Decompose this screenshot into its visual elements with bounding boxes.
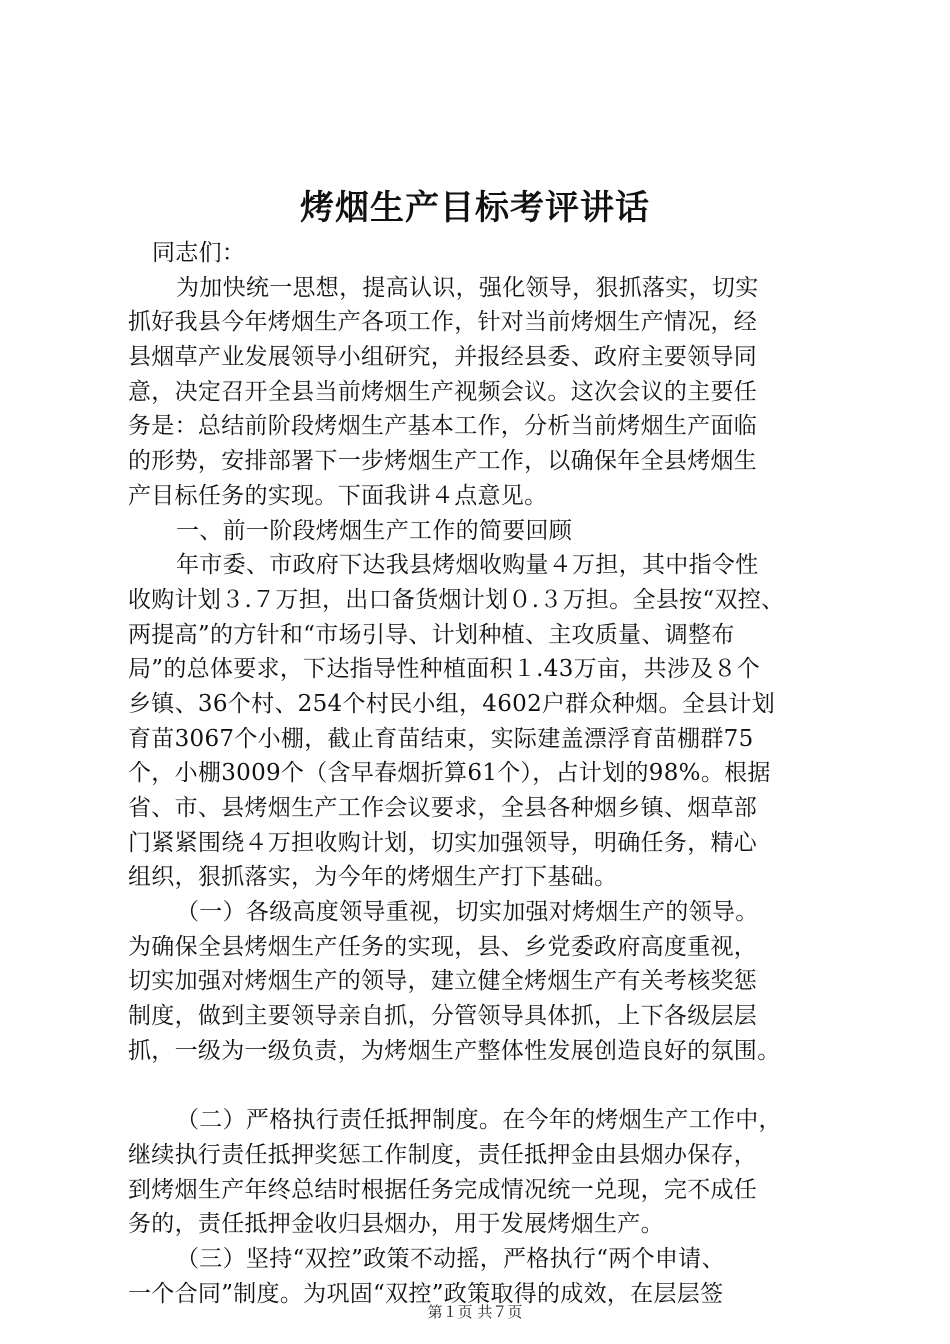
paragraph-line: 为确保全县烤烟生产任务的实现，县、乡党委政府高度重视， xyxy=(128,933,758,960)
section-heading: 一、前一阶段烤烟生产工作的简要回顾 xyxy=(176,517,573,544)
document-title: 烤烟生产目标考评讲话 xyxy=(300,188,650,228)
paragraph-line: 一个合同”制度。为巩固“双控”政策取得的成效，在层层签 xyxy=(128,1280,724,1307)
paragraph-line: 个，小棚3009个（含早春烟折算61个），占计划的98%。根据 xyxy=(128,760,771,787)
paragraph-line: 门紧紧围绕４万担收购计划，切实加强领导，明确任务，精心 xyxy=(128,829,758,856)
paragraph-line: 的形势，安排部署下一步烤烟生产工作，以确保年全县烤烟生 xyxy=(128,448,758,475)
page-number-footer: 第１页 共７页 xyxy=(427,1303,523,1321)
paragraph-line: 务的，责任抵押金收归县烟办，用于发展烤烟生产。 xyxy=(128,1211,664,1238)
paragraph-line: 收购计划３.７万担，出口备货烟计划０.３万担。全县按“双控、 xyxy=(128,586,785,613)
paragraph-line: 务是：总结前阶段烤烟生产基本工作，分析当前烤烟生产面临 xyxy=(128,413,758,440)
paragraph-line: 局”的总体要求，下达指导性种植面积１.43万亩，共涉及８个 xyxy=(128,656,761,683)
document-body xyxy=(128,236,848,1311)
paragraph-line: 产目标任务的实现。下面我讲４点意见。 xyxy=(128,482,548,509)
paragraph-line: 年市委、市政府下达我县烤烟收购量４万担，其中指令性 xyxy=(176,552,759,579)
paragraph-line: 为加快统一思想，提高认识，强化领导，狠抓落实，切实 xyxy=(176,274,759,301)
paragraph-line: 乡镇、36个村、254个村民小组，4602户群众种烟。全县计划 xyxy=(128,690,775,717)
paragraph-line: 育苗3067个小棚，截止育苗结束，实际建盖漂浮育苗棚群75 xyxy=(128,725,754,752)
paragraph-gap xyxy=(128,1069,848,1104)
paragraph-line: 抓，一级为一级负责，为烤烟生产整体性发展创造良好的氛围。 xyxy=(128,1037,781,1064)
subsection-heading: （三）坚持“双控”政策不动摇，严格执行“两个申请、 xyxy=(176,1245,725,1272)
paragraph-line: 抓好我县今年烤烟生产各项工作，针对当前烤烟生产情况，经 xyxy=(128,309,758,336)
paragraph-line: 意，决定召开全县当前烤烟生产视频会议。这次会议的主要任 xyxy=(128,378,758,405)
paragraph-line: 组织，狠抓落实，为今年的烤烟生产打下基础。 xyxy=(128,864,618,891)
paragraph-line: 省、市、县烤烟生产工作会议要求，全县各种烟乡镇、烟草部 xyxy=(128,795,758,821)
subsection-heading: （二）严格执行责任抵押制度。在今年的烤烟生产工作中， xyxy=(176,1107,782,1134)
salutation: 同志们： xyxy=(152,240,246,266)
subsection-heading: （一）各级高度领导重视，切实加强对烤烟生产的领导。 xyxy=(176,899,759,926)
paragraph-line: 切实加强对烤烟生产的领导，建立健全烤烟生产有关考核奖惩 xyxy=(128,968,758,995)
paragraph-line: 两提高”的方针和“市场引导、计划种植、主攻质量、调整布 xyxy=(128,621,735,648)
paragraph-line: 到烤烟生产年终总结时根据任务完成情况统一兑现，完不成任 xyxy=(128,1176,758,1203)
paragraph-line: 制度，做到主要领导亲自抓，分管领导具体抓，上下各级层层 xyxy=(128,1003,758,1030)
paragraph-line: 继续执行责任抵押奖惩工作制度，责任抵押金由县烟办保存， xyxy=(128,1141,758,1168)
paragraph-line: 县烟草产业发展领导小组研究，并报经县委、政府主要领导同 xyxy=(128,344,758,371)
